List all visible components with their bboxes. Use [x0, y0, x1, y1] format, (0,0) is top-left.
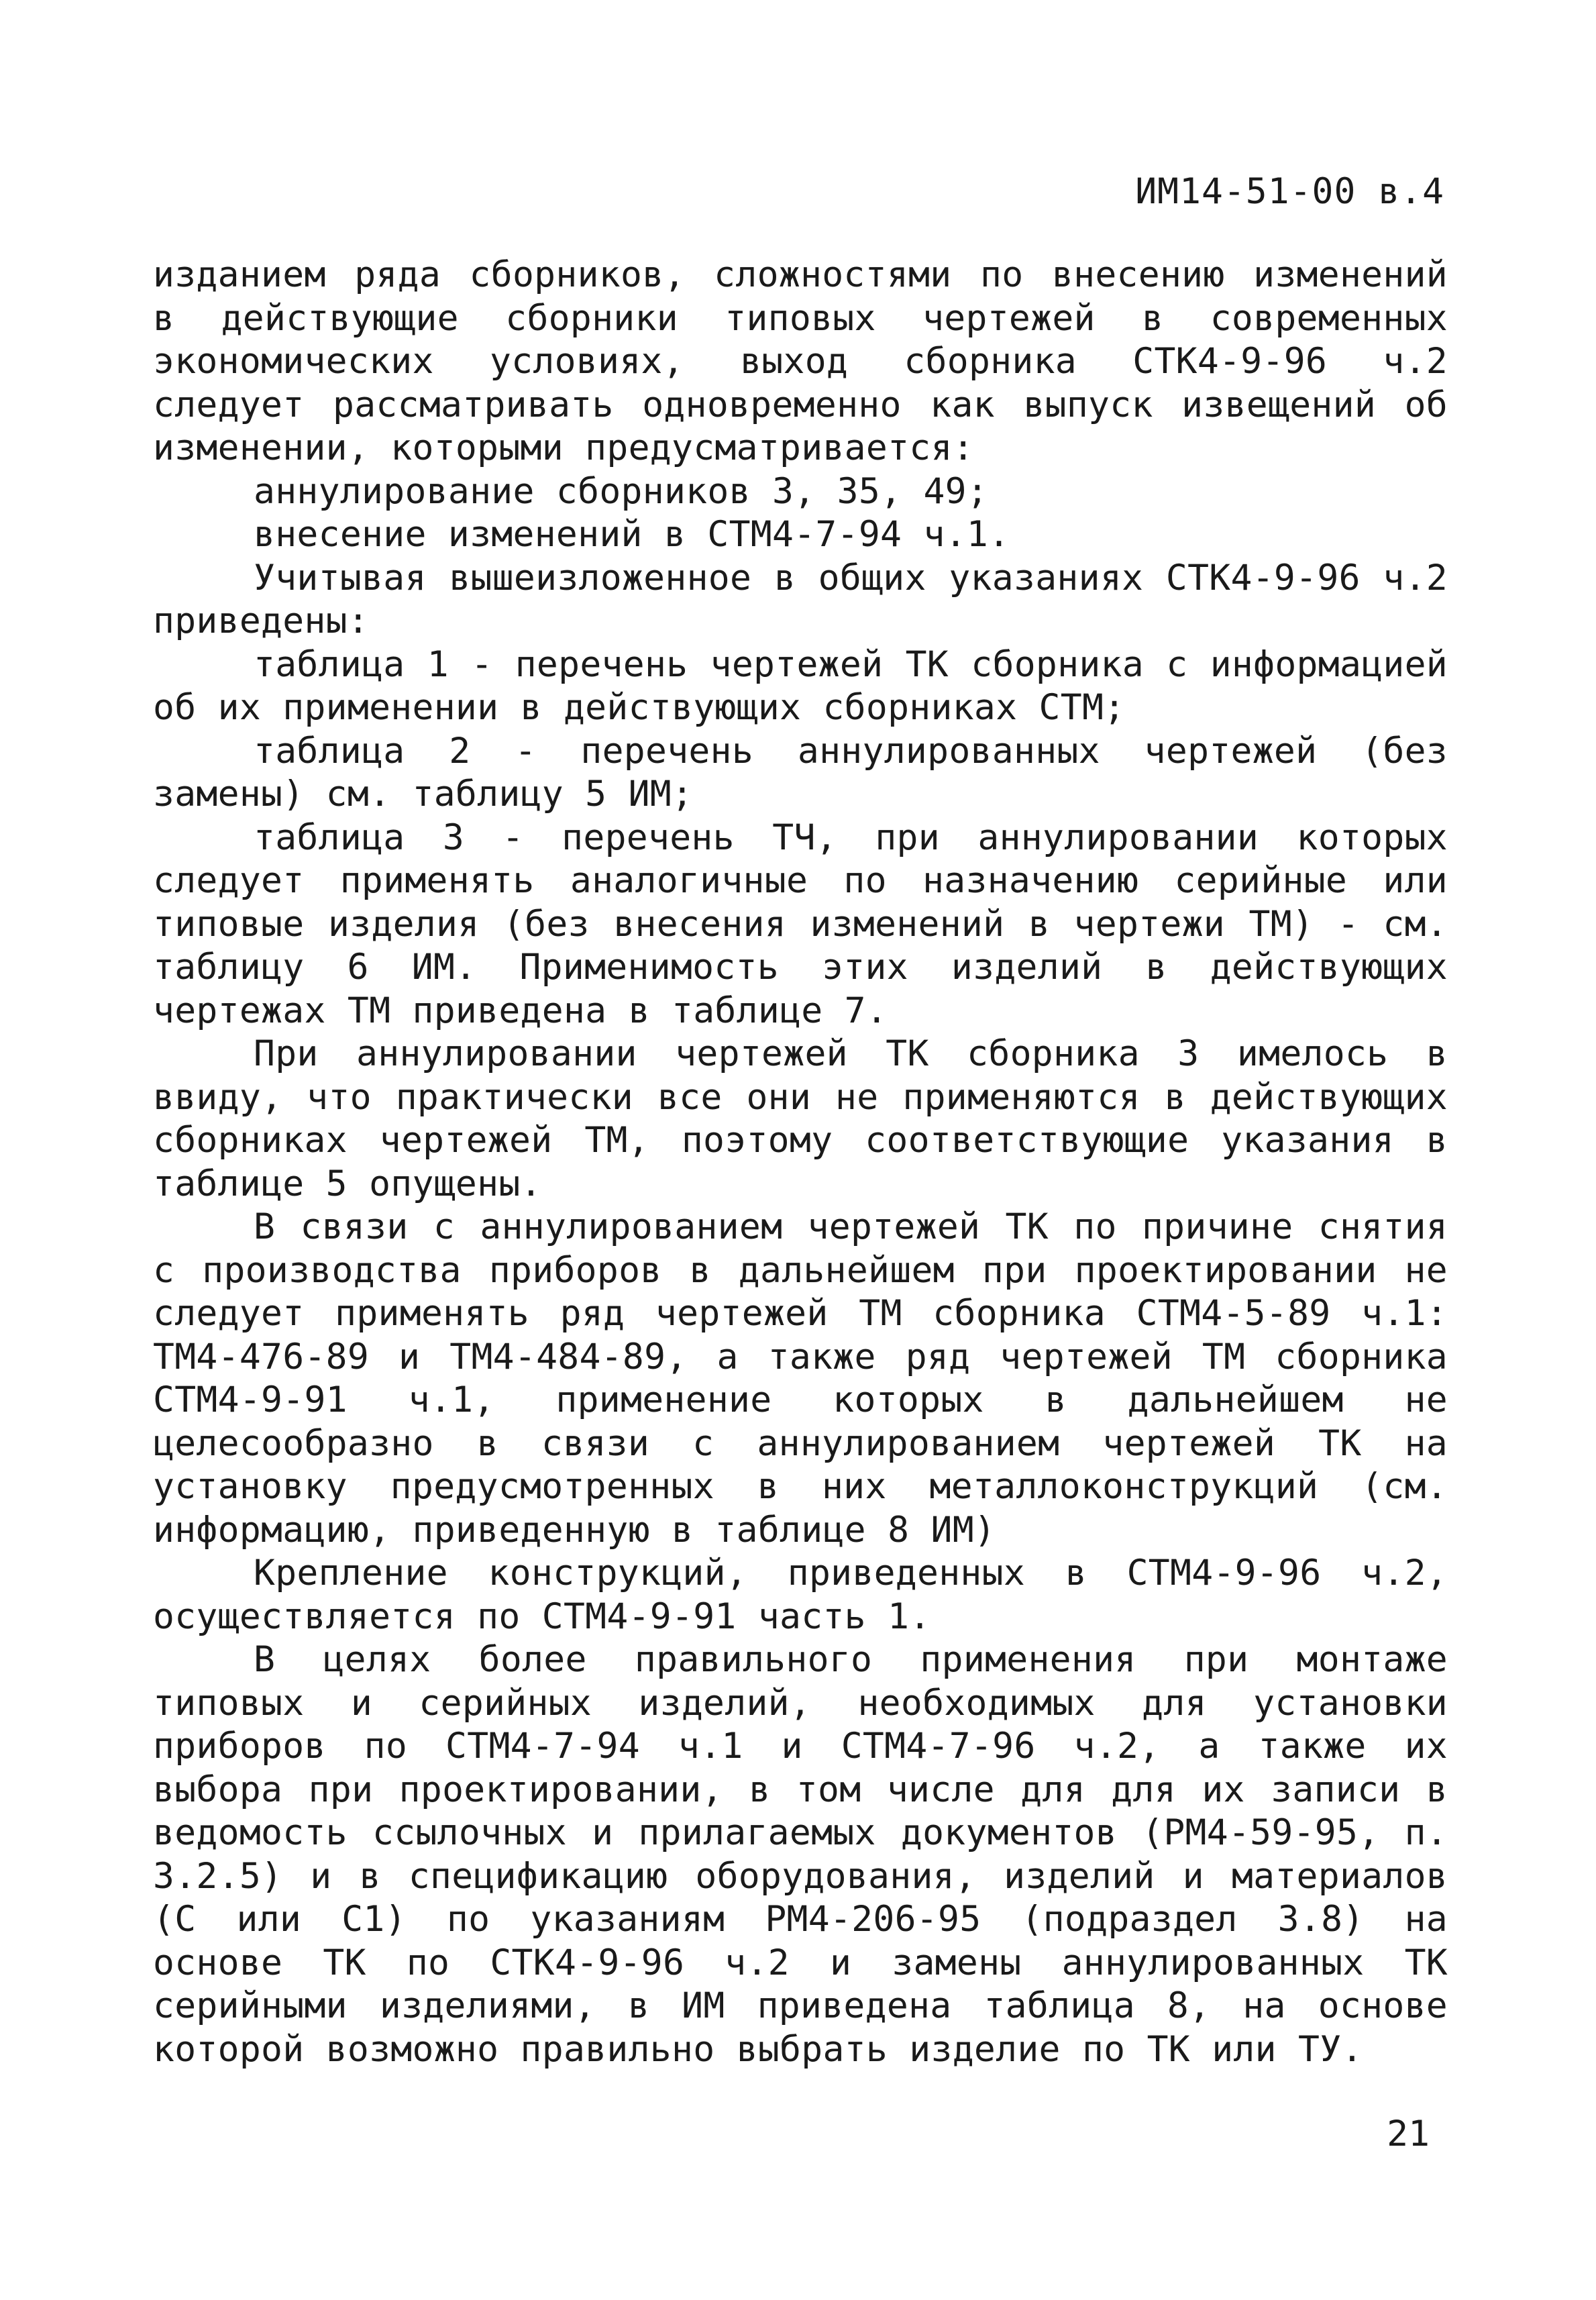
- paragraph: В целях более правильного применения при монтаже типовых и серийных изделий, необходимых для установки приборов по СТМ4-7-94 ч.1 и СТМ4-7-96 ч.2, а также их выбора при проектировании, в том числе для для их записи в ведомость ссылочных и прилагаемых документов (РМ4-59-95, п. 3.2.5) и в спецификацию оборудования, изделий и материалов (С или С1) по указаниям РМ4-206-95 (подраздел 3.8) на основе ТК по СТК4-9-96 ч.2 и замены аннулированных ТК серийными изделиями, в ИМ приведена таблица 8, на основе которой возможно правильно выбрать изделие по ТК или ТУ.: [153, 1639, 1448, 2070]
- paragraph: внесение изменений в СТМ4-7-94 ч.1.: [254, 514, 1010, 555]
- paragraph: таблица 3 - перечень ТЧ, при аннулировании которых следует применять аналогичные по назначению серийные или типовые изделия (без внесения изменений в чертежи ТМ) - см. таблицу 6 ИМ. Применимость этих изделий в действующих чертежах ТМ приведена в таблице 7.: [153, 817, 1448, 1031]
- paragraph: При аннулировании чертежей ТК сборника 3 имелось в ввиду, что практически все они не применяются в действующих сборниках чертежей ТМ, поэтому соответствующие указания в таблице 5 опущены.: [153, 1033, 1448, 1204]
- paragraph: изданием ряда сборников, сложностями по внесению изменений в действующие сборники типовых чертежей в современных экономических условиях, выход сборника СТК4-9-96 ч.2 следует рассматривать одновременно как выпуск извещений об изменении, которыми предусматривается:: [153, 254, 1448, 468]
- paragraph: таблица 1 - перечень чертежей ТК сборника с информацией об их применении в действующих сборниках СТМ;: [153, 643, 1448, 728]
- page-number: 21: [1387, 2113, 1430, 2154]
- paragraph: Учитывая вышеизложенное в общих указаниях СТК4-9-96 ч.2 приведены:: [153, 557, 1448, 641]
- paragraph: аннулирование сборников 3, 35, 49;: [254, 470, 989, 512]
- paragraph: таблица 2 - перечень аннулированных чертежей (без замены) см. таблицу 5 ИМ;: [153, 730, 1448, 815]
- body-text: [153, 254, 1448, 2071]
- paragraph: В связи с аннулированием чертежей ТК по причине снятия с производства приборов в дальнейшем при проектировании не следует применять ряд чертежей ТМ сборника СТМ4-5-89 ч.1: ТМ4-476-89 и ТМ4-484-89, а также ряд чертежей ТМ сборника СТМ4-9-91 ч.1, применение которых в дальнейшем не целесообразно в связи с аннулированием чертежей ТК на установку предусмотренных в них металлоконструкций (см. информацию, приведенную в таблице 8 ИМ): [153, 1206, 1448, 1551]
- paragraph: Крепление конструкций, приведенных в СТМ4-9-96 ч.2, осуществляется по СТМ4-9-91 часть 1.: [153, 1553, 1448, 1637]
- document-code: ИМ14-51-00 в.4: [1135, 171, 1444, 212]
